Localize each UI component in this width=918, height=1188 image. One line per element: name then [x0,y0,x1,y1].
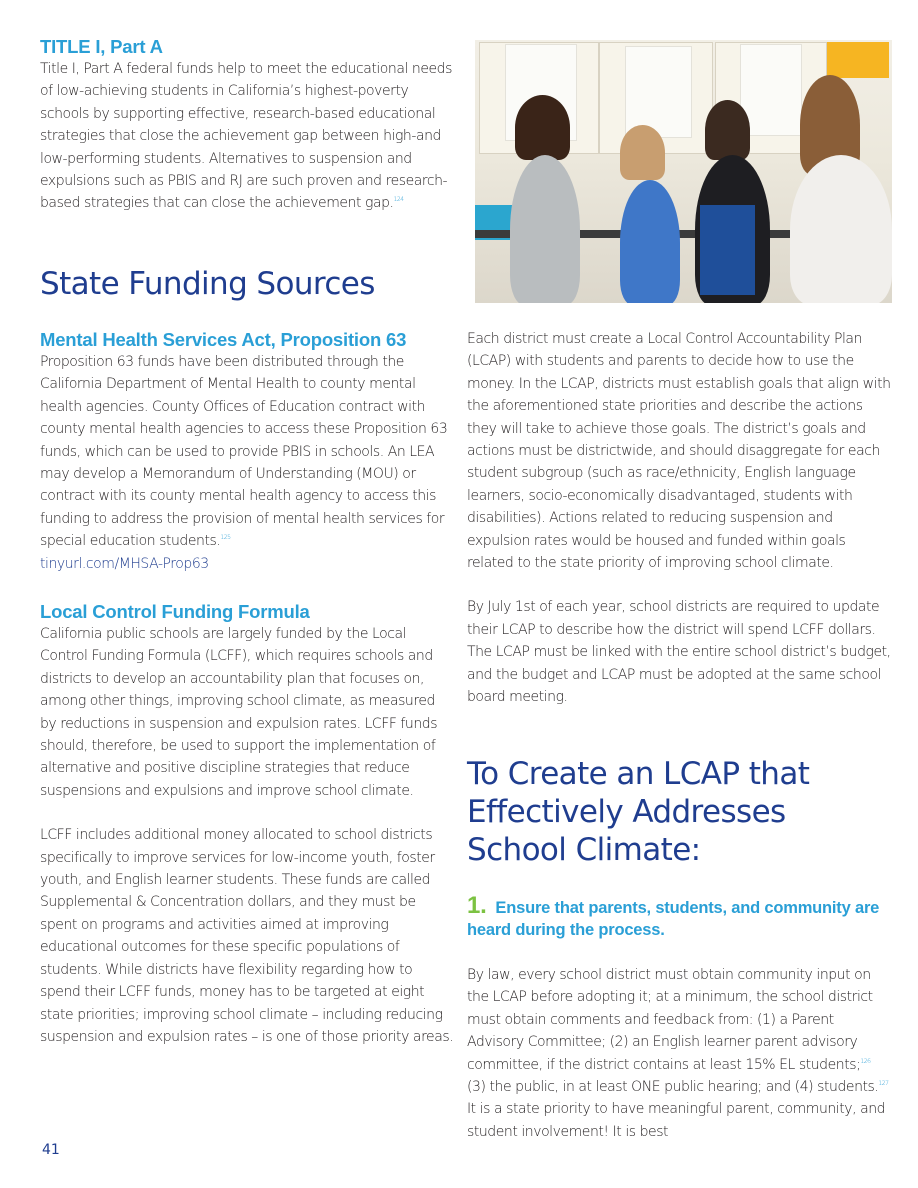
lcap-para-2: By July 1st of each year, school districts are required to update their LCAP to describe how the district will spend LCFF dollars. The LCAP must be linked with the entire school district’s budget, and the budget and LCAP must be adopted at the same school board meeting. [467,599,891,706]
photo-poster [827,42,889,78]
mhsa-section [40,329,455,575]
photo-folder [700,205,755,295]
page-number: 41 [42,1142,60,1158]
photo-person [790,155,892,303]
title1-section [40,36,455,215]
photo-person [515,95,570,160]
lcff-body-1: California public schools are largely funded by the Local Control Funding Formula (LCFF), which requires schools and districts to develop an accountability plan that focuses on, among other things, improving school climate, as measured by reductions in suspension and expulsion rates. LCFF funds should, therefore, be used to support the implementation of alternative and positive discipline strategies that reduce suspensions and expulsions and improve school climate. [40,626,438,799]
create-lcap-heading: To Create an LCAP that Effectively Addresses School Climate: [467,756,810,868]
mhsa-link[interactable]: tinyurl.com/MHSA-Prop63 [40,555,209,572]
photo-paper [625,46,692,138]
step1-title: Ensure that parents, students, and community are heard during the process. [467,899,880,939]
lcff-heading: Local Control Funding Formula [40,601,310,622]
lcff-body-2: LCFF includes additional money allocated to school districts specifically to improve services for low-income youth, foster youth, and English learner students. These funds are called Supplemental & Concentration dollars, and they must be spent on programs and activities aimed at improving educational outcomes for these specific populations of students. While districts have flexibility regarding how to spend their LCFF funds, money has to be targeted at eight state priorities; improving school climate – including reducing suspension and expulsion rates – is one of those priority areas. [40,827,454,1045]
state-funding-heading: State Funding Sources [40,266,375,302]
step1-heading [467,892,892,941]
step1-number: 1. [467,892,487,919]
lcff-section [40,601,455,1048]
lcap-section [467,328,892,709]
step1-section [467,892,892,1143]
photo-person [705,100,750,160]
footnote-ref[interactable]: 127 [878,1080,889,1088]
footnote-ref[interactable]: 126 [860,1057,871,1065]
title1-body: Title I, Part A federal funds help to meet the educational needs of low-achieving students in California’s highest-poverty schools by supporting effective, research-based educational strategies that close the achievement gap between high-and low-performing students. Alternatives to suspension and expulsions such as PBIS and RJ are such proven and research-based strategies that can close the achievement gap.$^{124}$ [40,61,452,212]
mhsa-body: Proposition 63 funds have been distributed through the California Department of Mental Health to county mental health agencies. County Offices of Education contract with county mental health agencies to access these Proposition 63 funds, which can be used to provide PBIS in schools. An LEA may develop a Memorandum of Understanding (MOU) or contract with its county mental health agency to access this funding to address the provision of mental health services for special education students.$^{125}$ [40,354,448,550]
lcap-para-1: Each district must create a Local Control Accountability Plan (LCAP) with students and parents to decide how to use the money. In the LCAP, districts must establish goals that align with the aforementioned state priorities and describe the actions they will take to achieve those goals. The district’s goals and actions must be districtwide, and should disaggregate for each student subgroup (such as race/ethnicity, English language learners, socio-economically disadvantaged, students with disabilities). Actions related to reducing suspension and expulsion rates would be housed and funded within goals related to the state priority of improving school climate. [467,331,891,572]
photo-person [620,125,665,180]
classroom-photo [475,40,892,303]
footnote-ref[interactable]: 125 [220,534,231,542]
step1-body: By law, every school district must obtain community input on the LCAP before adopting it; at a minimum, the school district must obtain comments and feedback from: (1) a Parent Advisory Committee; (2) an English learner parent advisory committee, if the district contains at least 15% EL students;$^{126}$ (3) the public, in at least ONE public hearing; and (4) students.$^{127}$ It is a state priority to have meaningful parent, community, and student involvement! It is best [467,967,889,1140]
mhsa-heading: Mental Health Services Act, Proposition 63 [40,329,407,350]
title1-heading: TITLE I, Part A [40,36,163,57]
footnote-ref[interactable]: 124 [393,196,404,204]
photo-person [510,155,580,303]
photo-person [620,180,680,303]
